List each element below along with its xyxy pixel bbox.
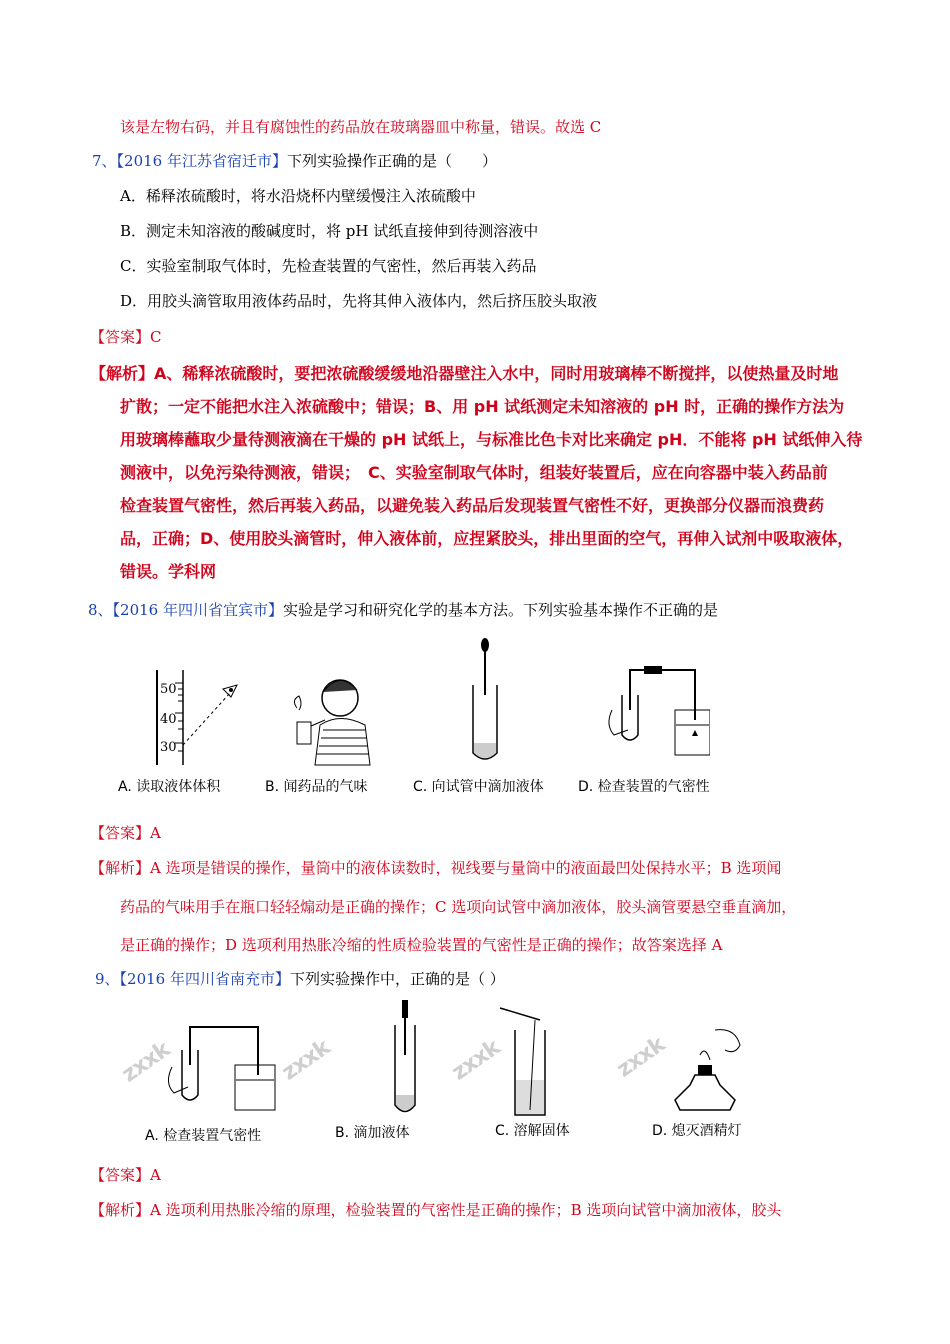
tick-label: 50 [160,682,177,697]
dissolving-solid-figure [490,1000,570,1120]
figure-caption-c: C. 向试管中滴加液体 [413,779,544,795]
explanation-7-line-4: 测液中，以免污染待测液，错误； C、实验室制取气体时，组装好装置后，应在向容器中装入药品前 [120,463,828,482]
question-7-header [92,151,497,171]
alcohol-lamp-figure [665,1025,755,1120]
option-c: C．实验室制取气体时，先检查装置的气密性，然后再装入药品 [120,257,537,275]
question-stem: 下列实验操作中，正确的是（ ） [290,970,505,988]
explanation-9-line-1 [90,1200,781,1220]
option-b: B．测定未知溶液的酸碱度时，将 pH 试纸直接伸到待测溶液中 [120,222,539,240]
question-number: 7、 [92,152,117,170]
explanation-7-line-3: 用玻璃棒蘸取少量待测液滴在干燥的 pH 试纸上，与标准比色卡对比来确定 pH．不能将 pH 试纸伸入待 [120,430,863,449]
explanation-tag: 【解析】 [90,1201,151,1219]
question-stem: 下列实验操作正确的是（ ） [287,152,498,170]
question-number: 8、 [88,601,113,619]
question-9-header [95,969,505,989]
tick-label: 30 [160,740,177,755]
question-source: 【2016 年江苏省宿迁市】 [116,152,287,170]
answer-tag: 【答案】 [90,328,151,346]
explanation-8-line-2: 药品的气味用手在瓶口轻轻煽动是正确的操作；C 选项向试管中滴加液体，胶头滴管要悬空垂直滴加， [120,898,797,916]
option-a: A．稀释浓硫酸时，将水沿烧杯内壁缓慢注入浓硫酸中 [120,187,476,205]
explanation-text: A 选项利用热胀冷缩的原理，检验装置的气密性是正确的操作；B 选项向试管中滴加液体，胶头 [150,1201,782,1219]
tick-label: 40 [160,712,177,727]
watermark: zxxk [612,1032,670,1083]
answer-7 [90,327,162,347]
figure-caption-b: B. 闻药品的气味 [265,779,368,795]
explanation-7-line-1: 【解析】A、稀释浓硫酸时，要把浓硫酸缓缓地沿器壁注入水中，同时用玻璃棒不断搅拌，以使热量及时地 [90,364,839,383]
figure-caption-a: A. 读取液体体积 [118,779,221,795]
dropping-liquid-figure [385,1000,425,1120]
watermark: zxxk [277,1035,335,1086]
figure-caption-d: D. 检查装置的气密性 [578,779,710,795]
question-stem: 实验是学习和研究化学的基本方法。下列实验基本操作不正确的是 [283,601,719,619]
explanation-text: A 选项是错误的操作，量筒中的液体读数时，视线要与量筒中的液面最凹处保持水平；B 选项闻 [150,859,782,877]
explanation-7-line-6: 品，正确；D、使用胶头滴管时，伸入液体前，应捏紧胶头，排出里面的空气，再伸入试剂中吸取液体， [120,529,854,548]
explanation-7-line-2: 扩散；一定不能把水注入浓硫酸中；错误；B、用 pH 试纸测定未知溶液的 pH 时，正确的操作方法为 [120,397,845,416]
question-number: 9、 [95,970,120,988]
watermark: zxxk [117,1037,175,1088]
explanation-8-line-3: 是正确的操作；D 选项利用热胀冷缩的性质检验装置的气密性是正确的操作；故答案选择 A [120,936,723,954]
smelling-figure [285,670,385,770]
figure-caption-a: A. 检查装置气密性 [145,1128,262,1144]
airtightness-figure [160,1005,280,1120]
explanation-tag: 【解析】 [90,859,151,877]
figure-caption-b: B. 滴加液体 [335,1125,410,1141]
question-source: 【2016 年四川省宜宾市】 [112,601,283,619]
test-tube-dropper-figure [455,635,515,765]
answer-9 [90,1165,161,1185]
question-source: 【2016 年四川省南充市】 [119,970,290,988]
previous-answer-tail: 该是左物右码，并且有腐蚀性的药品放在玻璃器皿中称量，错误。故选 C [120,118,602,136]
watermark: zxxk [447,1035,505,1086]
option-d: D．用胶头滴管取用液体药品时，先将其伸入液体内，然后挤压胶头取液 [120,292,598,310]
answer-8 [90,823,161,843]
answer-value: A [150,824,161,842]
answer-value: C [150,328,162,346]
airtightness-figure [600,650,710,765]
figure-caption-c: C. 溶解固体 [495,1123,570,1139]
figure-caption-d: D. 熄灭酒精灯 [652,1123,742,1139]
explanation-8-line-1 [90,858,781,878]
explanation-7-line-7: 错误。学科网 [120,562,217,581]
answer-tag: 【答案】 [90,824,151,842]
answer-tag: 【答案】 [90,1166,151,1184]
explanation-7-line-5: 检查装置气密性，然后再装入药品，以避免装入药品后发现装置气密性不好，更换部分仪器而浪费药 [120,496,825,515]
answer-value: A [150,1166,161,1184]
question-8-header [88,600,718,620]
